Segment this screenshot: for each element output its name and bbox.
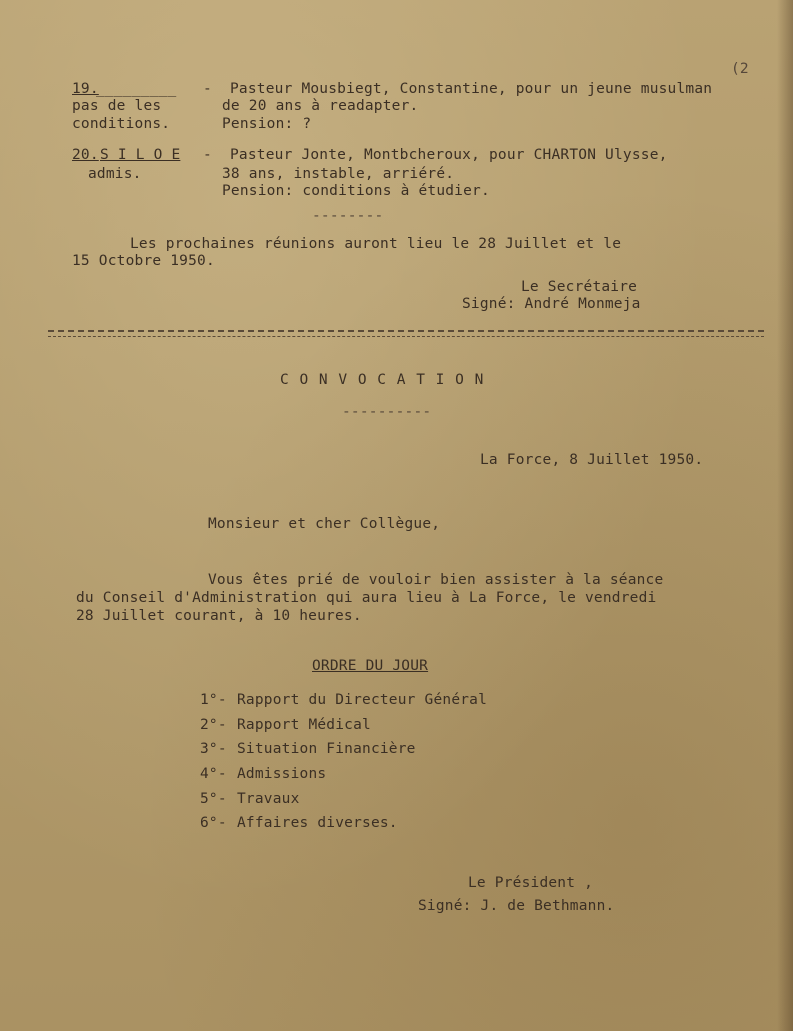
body-line1: Vous êtes prié de vouloir bien assister à la séance — [208, 572, 664, 588]
entry19-line1: Pasteur Mousbiegt, Constantine, pour un jeune musulman — [230, 81, 713, 97]
secretary-signature: Signé: André Monmeja — [462, 296, 641, 312]
section-divider-2 — [48, 336, 764, 337]
entry19-status-line1: pas de les — [72, 98, 162, 114]
entry20-name: S I L O E — [100, 147, 181, 163]
convocation-title: C O N V O C A T I O N — [280, 372, 485, 388]
entry19-line3: Pension: ? — [222, 116, 312, 132]
entry20-dash: - — [203, 147, 212, 163]
agenda-item-number: 4°- — [200, 766, 227, 782]
entry19-dash: - — [203, 81, 212, 97]
agenda-title: ORDRE DU JOUR — [312, 658, 429, 674]
place-date: La Force, 8 Juillet 1950. — [480, 452, 704, 468]
body-line3: 28 Juillet courant, à 10 heures. — [76, 608, 362, 624]
agenda-item-number: 2°- — [200, 717, 227, 733]
agenda-item-label: Rapport du Directeur Général — [237, 692, 488, 708]
entry19-blank: _________ — [96, 81, 177, 97]
agenda-item-number: 5°- — [200, 791, 227, 807]
convocation-title-rule: ---------- — [342, 404, 432, 420]
body-line2: du Conseil d'Administration qui aura lieu à La Force, le vendredi — [76, 590, 657, 606]
agenda-item-label: Situation Financière — [237, 741, 416, 757]
entry19-line2: de 20 ans à readapter. — [222, 98, 419, 114]
president-title: Le Président , — [468, 875, 594, 891]
next-meetings-line1: Les prochaines réunions auront lieu le 28 Juillet et le — [130, 236, 622, 252]
entry19-status-line2: conditions. — [72, 116, 171, 132]
agenda-item-number: 1°- — [200, 692, 227, 708]
entry20-line3: Pension: conditions à étudier. — [222, 183, 490, 199]
salutation: Monsieur et cher Collègue, — [208, 516, 441, 532]
entry20-number: 20. — [72, 147, 99, 163]
agenda-item-number: 3°- — [200, 741, 227, 757]
secretary-title: Le Secrétaire — [521, 279, 638, 295]
entry20-line1: Pasteur Jonte, Montbcheroux, pour CHARTON Ulysse, — [230, 147, 668, 163]
entry19-number: 19. — [72, 81, 99, 97]
president-signature: Signé: J. de Bethmann. — [418, 898, 615, 914]
next-meetings-line2: 15 Octobre 1950. — [72, 253, 215, 269]
agenda-item-number: 6°- — [200, 815, 227, 831]
agenda-item-label: Travaux — [237, 791, 300, 807]
agenda-item-label: Admissions — [237, 766, 327, 782]
minutes-separator: -------- — [312, 208, 384, 224]
page-number: (2 — [731, 61, 749, 77]
agenda-item-label: Affaires diverses. — [237, 815, 398, 831]
entry20-line2: 38 ans, instable, arriéré. — [222, 166, 455, 182]
entry20-status: admis. — [88, 166, 142, 182]
section-divider — [48, 330, 764, 332]
agenda-item-label: Rapport Médical — [237, 717, 371, 733]
